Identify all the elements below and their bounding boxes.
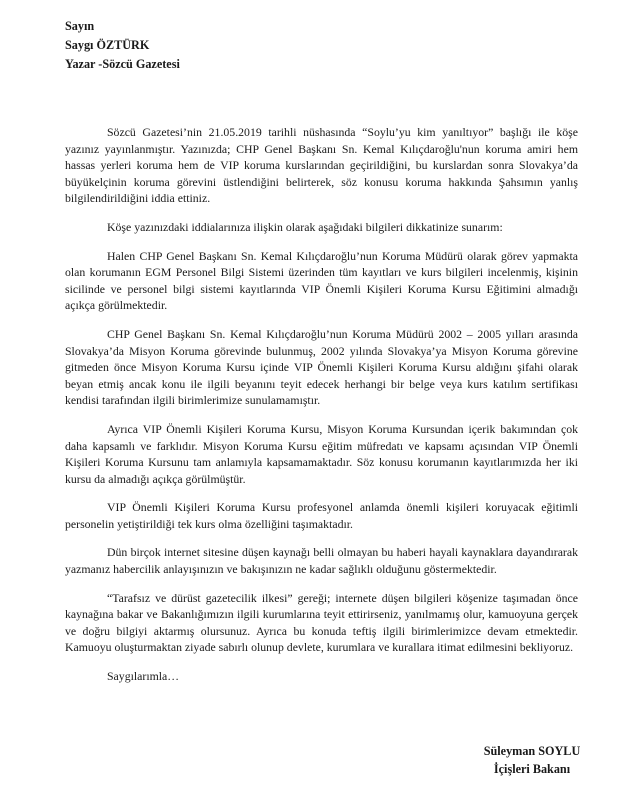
closing-line: Saygılarımla… bbox=[107, 669, 180, 684]
recipient-salutation: Sayın bbox=[65, 19, 95, 33]
paragraph-records: Halen CHP Genel Başkanı Sn. Kemal Kılıçdaroğlu’nun Koruma Müdürü olarak görev yapmakta olan korumanın EGM Personel Bilgi Sistemi üzerinden tüm kayıtları ve kurs bilgileri incelenmiş, kişinin sicilinde ve personel bilgi sistemi kayıtlarında VIP Önemli Kişileri Koruma Kursu Eğitimini almadığı açıkça görülmektedir. bbox=[65, 248, 578, 313]
signature-block bbox=[462, 742, 602, 778]
recipient-name: Saygı ÖZTÜRK bbox=[65, 38, 150, 52]
paragraph-vip-course: VIP Önemli Kişileri Koruma Kursu profesyonel anlamda önemli kişileri koruyacak eğitimli personelin yetiştirildiği tek kurs olma özelliğini taşımaktadır. bbox=[65, 500, 578, 531]
signatory-name: Süleyman SOYLU bbox=[483, 744, 581, 758]
paragraph-course-comparison: Ayrıca VIP Önemli Kişileri Koruma Kursu, Misyon Koruma Kursundan içerik bakımından çok daha kapsamlı ve farklıdır. Misyon Koruma Kursu eğitim müfredatı ve kapsamı açısından VIP Önemli Kişileri Koruma Kursunu tam anlamıyla kapsamamaktadır. Söz konusu korumanın kayıtlarımızda her iki kursu da almadığı açıkça görülmüştür. bbox=[65, 421, 578, 486]
paragraph-intro: Sözcü Gazetesi’nin 21.05.2019 tarihli nüshasında “Soylu’yu kim yanıltıyor” başlığı ile köşe yazınız yayınlanmıştır. Yazınızda; CHP Genel Başkanı Sn. Kemal Kılıçdaroğlu'nun koruma amiri hem hassas yerleri koruma hem de VIP koruma kurslarından geçirildiğini, bu kurslardan sonra Slovakya’da büyükelçinin koruma görevini üstlendiğini belirterek, söz konusu koruma hakkında Şahsımın yanlış bilgilendirildiğini iddia ettiniz. bbox=[65, 125, 578, 206]
paragraph-slovakia: CHP Genel Başkanı Sn. Kemal Kılıçdaroğlu’nun Koruma Müdürü 2002 – 2005 yılları arasında Slovakya’da Misyon Koruma görevinde bulunmuş, 2002 yılında Slovakya’ya Misyon Koruma görevine gitmeden önce Misyon Koruma Kursu içinde VIP Önemli Kişileri Koruma Kursu aldığını şifahi olarak beyan etmiş ancak konu ile ilgili beyanını teyit edecek herhangi bir belge veya kurs katılım sertifikası kendisi tarafından ilgili birimlerimize sunulamamıştır. bbox=[65, 326, 578, 408]
paragraph-statement: Köşe yazınızdaki iddialarınıza ilişkin olarak aşağıdaki bilgileri dikkatinize sunarım: bbox=[107, 219, 503, 234]
letter-body bbox=[65, 124, 578, 697]
signatory-title: İçişleri Bakanı bbox=[493, 762, 571, 776]
paragraph-journalism: Dün birçok internet sitesine düşen kaynağı belli olmayan bu haberi hayali kaynaklara dayandırarak yazmanız habercilik anlayışınızın ve bakışınızın ne kadar sağlıklı olduğunu göstermektedir. bbox=[65, 545, 578, 577]
recipient-title: Yazar -Sözcü Gazetesi bbox=[65, 57, 180, 71]
paragraph-principle: “Tarafsız ve dürüst gazetecilik ilkesi” gereği; internete düşen bilgileri köşenize taşımadan önce kaynağına bakar ve Bakanlığımızın ilgili kurumlarına teyit ettirirseniz, yanılmamış olur, kamuoyuna gerçek ve doğru bilgiyi aktarmış olursunuz. Ayrıca bu konuda teftiş ilgili birimlerimizce devam etmektedir. Kamuoyu oluşturmaktan ziyade sabırlı olunup devlete, kurumlara ve kurallara itimat edilmesini bekliyoruz. bbox=[65, 590, 578, 655]
recipient-block bbox=[65, 17, 180, 74]
